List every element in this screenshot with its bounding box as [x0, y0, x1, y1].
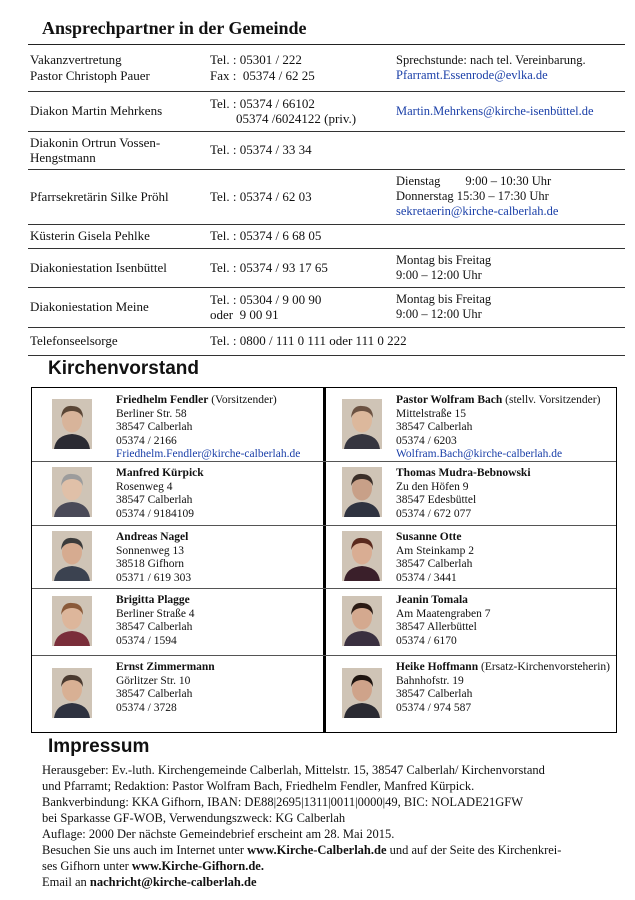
contact-phone — [210, 224, 321, 248]
member-address-line: 05374 / 6170 — [396, 634, 457, 647]
member-details — [396, 661, 610, 715]
member-name: Thomas Mudra-Bebnowski — [396, 467, 531, 479]
contact-line: Tel. : 05374 / 93 17 65 — [210, 259, 328, 275]
member-details — [396, 594, 491, 648]
contact-row — [28, 91, 625, 132]
contact-row — [28, 327, 625, 356]
member-name-line — [116, 394, 300, 408]
contact-phone — [210, 327, 407, 355]
member-address-line: 05374 / 3728 — [116, 701, 177, 714]
member-name-line — [116, 467, 204, 481]
member-name: Susanne Otte — [396, 531, 462, 543]
contact-row — [28, 248, 625, 288]
contact-info — [396, 248, 491, 287]
member-card — [32, 461, 323, 525]
contact-line: Tel. : 05374 / 66102 — [210, 95, 315, 111]
contact-phone — [210, 91, 356, 131]
impressum-line: bei Sparkasse GF-WOB, Verwendungszweck: KG Calberlah — [42, 811, 346, 825]
member-card — [32, 388, 323, 461]
member-address-line: 05374 / 672 077 — [396, 507, 472, 520]
member-address-line: 05374 / 2166 — [116, 434, 177, 447]
impressum-line: Email an nachricht@kirche-calberlah.de — [42, 875, 257, 889]
contacts-title: Ansprechpartner in der Gemeinde — [42, 18, 307, 38]
member-address-line: 38547 Calberlah — [116, 421, 193, 434]
member-address-line: Am Steinkamp 2 — [396, 544, 474, 557]
member-name-line — [116, 661, 215, 675]
member-photo — [52, 399, 92, 449]
contact-phone — [210, 44, 315, 91]
member-address-line: 38547 Calberlah — [396, 558, 473, 571]
member-name: Andreas Nagel — [116, 531, 189, 543]
member-name: Brigitta Plagge — [116, 594, 190, 606]
member-email-link[interactable]: Friedhelm.Fendler@kirche-calberlah.de — [116, 448, 301, 461]
impressum-text — [42, 762, 622, 890]
member-address-line: 38547 Calberlah — [116, 621, 193, 634]
member-role: (Vorsitzender) — [208, 394, 277, 406]
kirchenkreis-link[interactable]: www.Kirche-Gifhorn.de. — [131, 859, 264, 873]
member-role: (Ersatz-Kirchenvorsteherin) — [478, 661, 610, 673]
contact-name — [30, 224, 150, 248]
member-photo — [52, 668, 92, 718]
member-address-line: 38547 Allerbüttel — [396, 621, 477, 634]
member-details — [396, 394, 600, 462]
contact-row — [28, 131, 625, 170]
member-name-line — [116, 594, 195, 608]
contact-info — [396, 287, 491, 327]
contact-line: 9:00 – 12:00 Uhr — [396, 267, 482, 282]
contact-line: Tel. : 05301 / 222 — [210, 52, 302, 67]
contact-row — [28, 169, 625, 225]
member-name: Friedhelm Fendler — [116, 394, 209, 406]
contact-line: Diakon Martin Mehrkens — [30, 103, 163, 119]
member-card — [326, 461, 616, 525]
member-card — [326, 388, 616, 461]
impressum-line: Bankverbindung: KKA Gifhorn, IBAN: DE88|2695|1311|0011|0000|49, BIC: NOLADE21GFW — [42, 795, 523, 809]
member-address-line: 38547 Calberlah — [396, 421, 473, 434]
member-address-line: Berliner Str. 58 — [116, 407, 187, 420]
member-address-line: 05374 / 9184109 — [116, 507, 194, 520]
member-row — [32, 388, 616, 462]
contact-phone — [210, 287, 321, 327]
contact-line: Donnerstag 15:30 – 17:30 Uhr — [396, 189, 549, 203]
member-card — [326, 588, 616, 655]
member-address-line: 05374 / 1594 — [116, 634, 177, 647]
member-name: Manfred Kürpick — [116, 467, 204, 479]
member-name-line — [396, 531, 474, 545]
member-address-line: Am Maatengraben 7 — [396, 607, 491, 620]
member-name-line — [396, 467, 531, 481]
member-photo — [342, 467, 382, 517]
contact-line: Dienstag 9:00 – 10:30 Uhr — [396, 174, 552, 188]
contact-phone — [210, 131, 312, 169]
member-address-line: 38547 Calberlah — [116, 494, 193, 507]
member-name-line — [396, 594, 491, 608]
member-name-line — [396, 661, 610, 675]
contact-line: Montag bis Freitag — [396, 292, 492, 306]
contact-email-link[interactable]: sekretaerin@kirche-calberlah.de — [396, 204, 559, 218]
member-details — [116, 394, 300, 462]
kirchenvorstand-title: Kirchenvorstand — [48, 358, 199, 379]
contact-name — [30, 44, 150, 91]
member-address-line: 38547 Edesbüttel — [396, 494, 477, 507]
contact-phone — [210, 169, 312, 224]
impressum-line: ses Gifhorn unter www.Kirche-Gifhorn.de. — [42, 859, 264, 873]
contact-line: Pastor Christoph Pauer — [30, 67, 150, 83]
member-details — [396, 467, 531, 521]
member-address-line: 05371 / 619 303 — [116, 571, 192, 584]
member-card — [326, 655, 616, 732]
member-address-line: 38518 Gifhorn — [116, 558, 185, 571]
member-row — [32, 461, 616, 526]
member-photo — [52, 596, 92, 646]
member-name-line — [396, 394, 600, 408]
contact-email-link[interactable]: Martin.Mehrkens@kirche-isenbüttel.de — [396, 103, 594, 118]
member-address-line: Berliner Straße 4 — [116, 607, 195, 620]
contact-info — [396, 91, 594, 131]
contact-info — [396, 169, 558, 224]
member-address-line: 05374 / 6203 — [396, 434, 457, 447]
contact-line: Tel. : 05374 / 6 68 05 — [210, 228, 322, 244]
member-photo — [342, 399, 382, 449]
member-address-line: Zu den Höfen 9 — [396, 480, 469, 493]
contact-name — [30, 169, 169, 224]
member-address-line: Mittelstraße 15 — [396, 407, 466, 420]
member-card — [32, 525, 323, 588]
contact-line: Pfarrsekretärin Silke Pröhl — [30, 188, 169, 204]
impressum-line: und Pfarramt; Redaktion: Pastor Wolfram Bach, Friedhelm Fendler, Manfred Kürpick. — [42, 779, 475, 793]
member-card — [326, 525, 616, 588]
member-email-link[interactable]: Wolfram.Bach@kirche-calberlah.de — [396, 448, 563, 461]
impressum-line: Herausgeber: Ev.-luth. Kirchengemeinde Calberlah, Mittelstr. 15, 38547 Calberlah/ Kirchenvorstand — [42, 763, 545, 777]
member-address-line: 05374 / 3441 — [396, 571, 457, 584]
member-address-line: 05374 / 974 587 — [396, 701, 472, 714]
contact-name — [30, 287, 149, 327]
member-row — [32, 588, 616, 656]
contact-name — [30, 91, 162, 131]
member-row — [32, 655, 616, 732]
member-address-line: 38547 Calberlah — [396, 688, 473, 701]
member-address-line: Bahnhofstr. 19 — [396, 674, 464, 687]
member-name: Heike Hoffmann — [396, 661, 479, 673]
contact-line: Telefonseelsorge — [30, 333, 118, 349]
contact-line: 9:00 – 12:00 Uhr — [396, 307, 482, 321]
contact-line: Tel. : 05374 / 62 03 — [210, 188, 312, 204]
impressum-title: Impressum — [48, 736, 150, 757]
member-photo — [52, 467, 92, 517]
member-photo — [342, 668, 382, 718]
contact-row — [28, 287, 625, 328]
contact-line: Vakanzvertretung — [30, 52, 122, 67]
member-address-line: Görlitzer Str. 10 — [116, 674, 191, 687]
contact-phone — [210, 248, 328, 287]
member-name: Jeanin Tomala — [396, 594, 468, 606]
website-link[interactable]: www.Kirche-Calberlah.de — [247, 843, 387, 857]
member-photo — [342, 596, 382, 646]
contact-name — [30, 327, 118, 355]
member-photo — [52, 531, 92, 581]
member-details — [116, 531, 191, 585]
member-details — [116, 467, 204, 521]
member-card — [32, 655, 323, 732]
impressum-line: Besuchen Sie uns auch im Internet unter www.Kirche-Calberlah.de und auf der Seite des Kirchenkrei- — [42, 843, 562, 857]
contact-line: Tel. : 0800 / 111 0 111 oder 111 0 222 — [210, 333, 407, 349]
email-link[interactable]: nachricht@kirche-calberlah.de — [89, 875, 257, 889]
contact-row — [28, 224, 625, 249]
contact-line: 05374 /6024122 (priv.) — [210, 111, 357, 126]
member-name: Ernst Zimmermann — [116, 661, 215, 673]
member-address-line: Rosenweg 4 — [116, 480, 173, 493]
contact-line: Sprechstunde: nach tel. Vereinbarung. — [396, 52, 586, 67]
member-details — [116, 594, 195, 648]
contact-line: Montag bis Freitag — [396, 252, 492, 267]
member-address-line: 38547 Calberlah — [116, 688, 193, 701]
contact-email-link[interactable]: Pfarramt.Essenrode@evlka.de — [396, 67, 548, 82]
member-address-line: Sonnenweg 13 — [116, 544, 185, 557]
contact-line: Fax : 05374 / 62 25 — [210, 67, 315, 83]
contact-line: Küsterin Gisela Pehlke — [30, 228, 150, 244]
member-card — [32, 588, 323, 655]
contact-line: Diakonin Ortrun Vossen- — [30, 134, 161, 150]
contact-line: Hengstmann — [30, 150, 96, 165]
contact-line: Diakoniestation Isenbüttel — [30, 259, 167, 275]
member-name: Pastor Wolfram Bach — [396, 394, 503, 406]
member-row — [32, 525, 616, 589]
contact-name — [30, 131, 160, 169]
member-details — [396, 531, 474, 585]
contact-line: Diakoniestation Meine — [30, 299, 149, 315]
impressum-line: Auflage: 2000 Der nächste Gemeindebrief erscheint am 28. Mai 2015. — [42, 827, 395, 841]
contact-row — [28, 44, 625, 92]
member-photo — [342, 531, 382, 581]
contact-line: oder 9 00 91 — [210, 307, 279, 322]
contact-line: Tel. : 05304 / 9 00 90 — [210, 291, 322, 307]
member-role: (stellv. Vorsitzender) — [502, 394, 601, 406]
kirchenvorstand-grid — [31, 387, 617, 733]
contact-info — [396, 44, 586, 91]
contact-name — [30, 248, 167, 287]
contact-line: Tel. : 05374 / 33 34 — [210, 142, 312, 158]
member-details — [116, 661, 215, 715]
member-name-line — [116, 531, 191, 545]
